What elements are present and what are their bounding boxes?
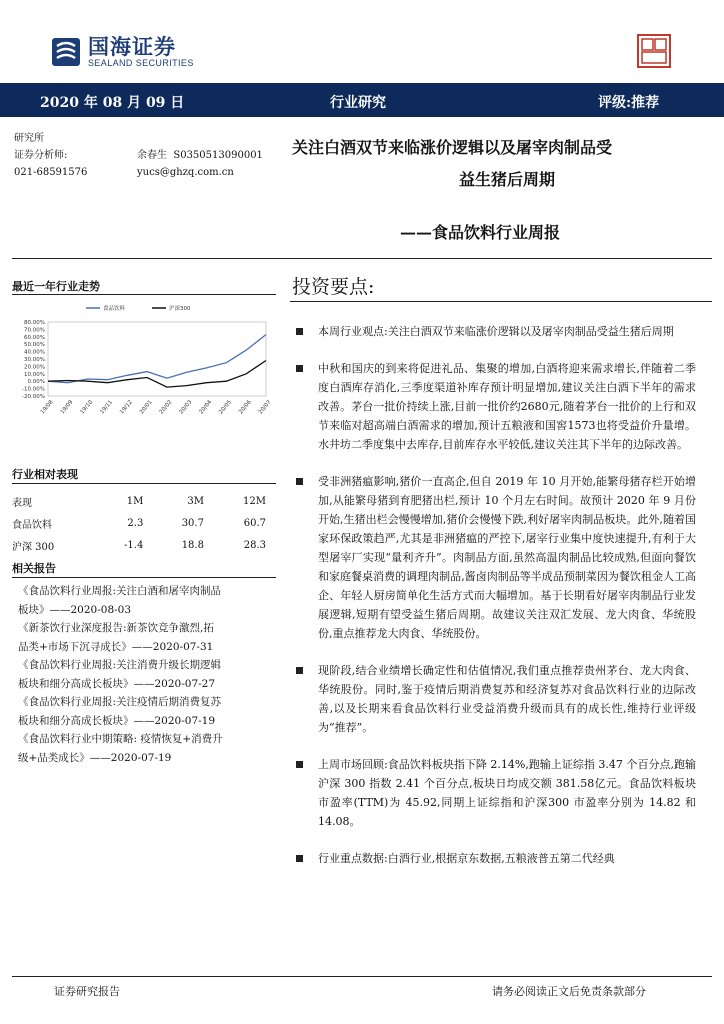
y-tick-label: 10.00% bbox=[24, 371, 45, 378]
phone: 021-68591576 bbox=[14, 167, 88, 178]
y-tick-label: 0.00% bbox=[27, 379, 45, 386]
related-report-link[interactable]: 板块和细分高成长板块》——2020-07-19 bbox=[18, 714, 216, 727]
legend-label: 沪深300 bbox=[169, 306, 191, 312]
bullet-item: 上周市场回顾:食品饮料板块指下降 2.14%,跑输上证综指 3.47 个百分点,跑输沪深 300 指数 2.41 个百分点,板块日均成交额 381.58亿元。食品饮料板块市盈率(TTM)为 45.92,同期上证综指和沪深300 市盈率分别为 14.82 和 14.08。 bbox=[296, 755, 696, 831]
x-tick-label: 20/05 bbox=[218, 399, 233, 416]
brand-name-cn: 国海证券 bbox=[88, 35, 176, 59]
y-tick-label: 60.00% bbox=[24, 334, 45, 341]
y-tick-label: 20.00% bbox=[24, 364, 45, 371]
table-cell: -1.4 bbox=[124, 539, 144, 551]
related-report-link[interactable]: 《食品饮料行业周报:关注白酒和屠宰肉制品 bbox=[18, 585, 222, 597]
x-tick-label: 19/10 bbox=[79, 399, 95, 416]
report-category: 行业研究 bbox=[330, 95, 386, 111]
analyst-label: 证券分析师: bbox=[14, 150, 68, 161]
analyst-license: S0350513090001 bbox=[173, 150, 263, 161]
analyst-block bbox=[137, 147, 263, 181]
x-tick-label: 19/11 bbox=[99, 399, 115, 416]
brand-name-en: SEALAND SECURITIES bbox=[88, 58, 194, 68]
x-tick-label: 19/08 bbox=[39, 399, 55, 416]
table-cell: 食品饮料 bbox=[12, 519, 52, 531]
bullet-item: 行业重点数据:白酒行业,根据京东数据,五粮液普五第二代经典 bbox=[296, 849, 696, 868]
header-cell: 3M bbox=[187, 495, 204, 507]
table-cell: 沪深 300 bbox=[12, 541, 55, 553]
trend-heading: 最近一年行业走势 bbox=[12, 280, 100, 293]
series-line-food-beverage bbox=[48, 335, 266, 383]
research-seal-icon bbox=[636, 33, 672, 69]
title-line-2: 益生猪后周期 bbox=[458, 170, 555, 189]
y-tick-label: 80.00% bbox=[24, 320, 45, 326]
report-subtitle: ——食品饮料行业周报 bbox=[400, 223, 561, 242]
perf-heading: 行业相对表现 bbox=[12, 468, 78, 481]
y-tick-label: 70.00% bbox=[24, 327, 45, 334]
table-cell: 28.3 bbox=[243, 539, 266, 551]
report-rating: 评级:推荐 bbox=[598, 95, 660, 111]
invest-points bbox=[296, 322, 696, 868]
x-tick-label: 20/03 bbox=[178, 399, 194, 416]
y-tick-label: 30.00% bbox=[24, 357, 45, 363]
perf-divider bbox=[12, 483, 276, 484]
analyst-name: 余春生 bbox=[137, 150, 167, 161]
table-cell: 60.7 bbox=[243, 517, 266, 529]
table-cell: 30.7 bbox=[181, 517, 204, 529]
research-dept-block bbox=[14, 130, 87, 181]
report-title bbox=[292, 132, 702, 196]
header-cell: 12M bbox=[243, 495, 266, 507]
table-cell: 18.8 bbox=[181, 539, 204, 551]
related-report-link[interactable]: 板块和细分高成长板块》——2020-07-27 bbox=[18, 677, 216, 690]
bullet-item: 本周行业观点:关注白酒双节来临涨价逻辑以及屠宰肉制品受益生猪后周期 bbox=[296, 322, 696, 341]
table-row bbox=[12, 512, 274, 534]
sealand-logo-icon bbox=[50, 36, 82, 68]
trend-chart bbox=[14, 300, 276, 440]
table-cell: 2.3 bbox=[127, 517, 144, 529]
dept-label: 研究所 bbox=[14, 133, 44, 144]
series-line-csi300 bbox=[48, 361, 266, 388]
brand-logo bbox=[50, 36, 194, 68]
x-tick-label: 19/12 bbox=[119, 399, 134, 416]
footer-divider bbox=[12, 976, 712, 977]
bullet-item: 中秋和国庆的到来将促进礼品、集聚的增加,白酒将迎来需求增长,伴随着二季度白酒库存消化,三季度渠道补库存预计明显增加,建议关注白酒下半年的需求改善。茅台一批价持续上涨,目前一批价约2680元,随着茅台一批价的上行和双节来临对超高端白酒需求的增加,预计五粮液和国窖1573也将受益价升量增。水井坊二季度集中去库存,目前库存水平较低,建议关注其下半年的边际改善。 bbox=[296, 359, 696, 454]
x-tick-label: 20/02 bbox=[158, 399, 174, 416]
title-line-1: 关注白酒双节来临涨价逻辑以及屠宰肉制品受 bbox=[292, 138, 613, 157]
footer-right: 请务必阅读正文后免责条款部分 bbox=[492, 985, 646, 998]
x-tick-label: 20/06 bbox=[238, 399, 253, 416]
y-tick-label: 50.00% bbox=[24, 342, 45, 349]
header-cell: 表现 bbox=[12, 497, 32, 509]
invest-divider bbox=[290, 301, 712, 302]
x-tick-label: 20/07 bbox=[257, 399, 273, 416]
x-tick-label: 20/04 bbox=[198, 399, 214, 416]
bullet-item: 现阶段,结合业绩增长确定性和估值情况,我们重点推荐贵州茅台、龙大肉食、华统股份。同时,鉴于疫情后期消费复苏和经济复苏对食品饮料行业的边际改善,以及长期来看食品饮料行业受益消费升级而具有的成长性,维持行业评级为“推荐”。 bbox=[296, 661, 696, 737]
invest-heading: 投资要点: bbox=[292, 276, 375, 298]
trend-divider bbox=[12, 294, 276, 295]
bullet-item: 受非洲猪瘟影响,猪价一直高企,但自 2019 年 10 月开始,能繁母猪存栏开始增加,从能繁母猪到育肥猪出栏,预计 10 个月左右时间。故预计 2020 年 9 月份开始,生猪出栏会慢慢增加,猪价会慢慢下跌,利好屠宰肉制品板块。此外,随着国家环保政策趋严,尤其是非洲猪瘟的严控下,屠宰行业集中度快速提升,有利于大型屠宰厂实现“量利齐升”。肉制品方面,虽然高温肉制品比较成熟,但面向餐饮和家庭餐桌消费的调理肉制品,酱卤肉制品等半成品预制菜因为餐饮租金人工高企、年轻人厨房简单化生活方式而大幅增加。基于长期看好屠宰肉制品行业发展逻辑,短期有望受益生猪后周期。故建议关注双汇发展、龙大肉食、华统股份,重点推荐龙大肉食、华统股份。 bbox=[296, 472, 696, 643]
y-tick-label: -20.00% bbox=[22, 394, 45, 400]
x-tick-label: 19/09 bbox=[59, 399, 75, 416]
performance-table bbox=[12, 490, 274, 556]
related-report-link[interactable]: 级+品类成长》——2020-07-19 bbox=[18, 751, 172, 764]
title-divider bbox=[12, 258, 712, 259]
related-report-link[interactable]: 《食品饮料行业周报:关注消费升级长期逻辑 bbox=[18, 659, 222, 671]
related-heading: 相关报告 bbox=[12, 562, 56, 575]
report-date: 2020 年 08 月 09 日 bbox=[40, 95, 185, 111]
y-tick-label: 40.00% bbox=[24, 349, 45, 356]
y-tick-label: -10.00% bbox=[22, 386, 45, 393]
x-tick-label: 20/01 bbox=[138, 399, 154, 416]
related-reports-list bbox=[14, 582, 276, 767]
analyst-email: yucs@ghzq.com.cn bbox=[137, 167, 234, 178]
legend-label: 食品饮料 bbox=[103, 306, 126, 312]
related-report-link[interactable]: 《食品饮料行业中期策略: 疫情恢复+消费升 bbox=[18, 733, 223, 745]
related-report-link[interactable]: 品类+市场下沉寻成长》——2020-07-31 bbox=[18, 640, 214, 653]
table-row bbox=[12, 534, 274, 556]
header-bar bbox=[0, 83, 724, 117]
related-report-link[interactable]: 《食品饮料行业周报:关注疫情后期消费复苏 bbox=[18, 696, 222, 708]
related-divider bbox=[12, 577, 276, 578]
related-report-link[interactable]: 《新茶饮行业深度报告:新茶饮竞争激烈,拓 bbox=[18, 622, 214, 634]
header-cell: 1M bbox=[126, 495, 144, 507]
table-header-row bbox=[12, 490, 274, 512]
related-report-link[interactable]: 板块》——2020-08-03 bbox=[18, 603, 132, 616]
footer-left: 证券研究报告 bbox=[54, 985, 120, 998]
